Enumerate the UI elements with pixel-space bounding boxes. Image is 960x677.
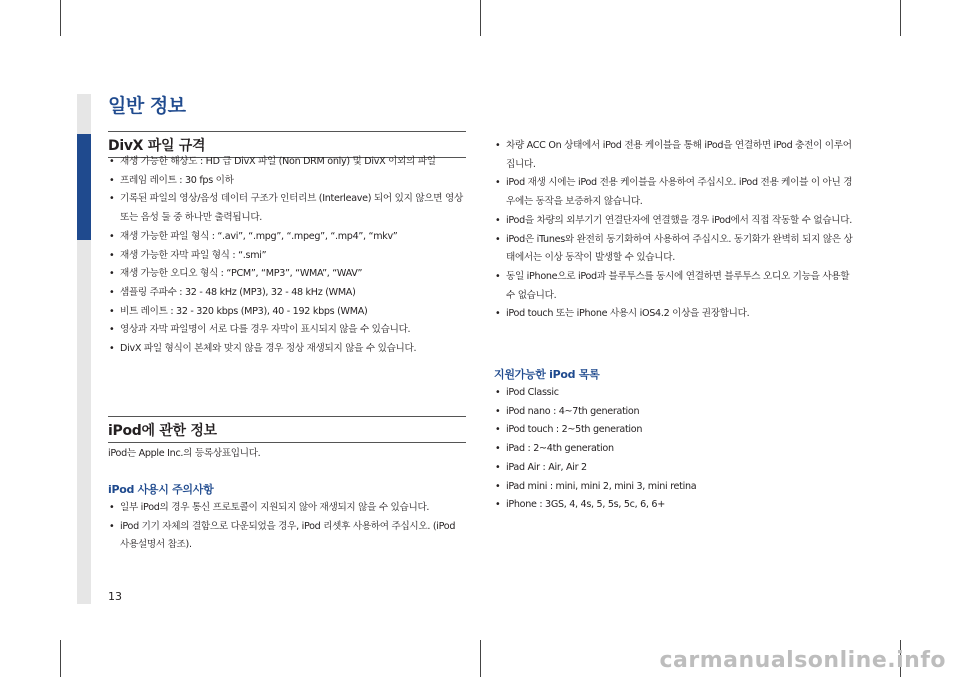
crop-mark xyxy=(60,640,61,677)
list-item: • iPad mini : mini, mini 2, mini 3, mini retina xyxy=(494,478,856,497)
ipod-heading: iPod에 관한 정보 xyxy=(108,416,466,443)
supported-heading: 지원가능한 iPod 목록 xyxy=(494,368,600,381)
list-item: • 동일 iPhone으로 iPod과 블루투스를 동시에 연결하면 블루투스 오디오 기능을 사용할 수 없습니다. xyxy=(494,268,856,305)
list-item: • iPod Classic xyxy=(494,384,856,403)
list-item: • iPod은 iTunes와 완전히 동기화하여 사용하여 주십시오. 동기화가 완벽히 되지 않은 상태에서는 이상 동작이 발생할 수 있습니다. xyxy=(494,231,856,268)
list-item: • DivX 파일 형식이 본체와 맞지 않을 경우 정상 재생되지 않을 수 있습니다. xyxy=(108,340,466,359)
trademark-note: iPod는 Apple Inc.의 등록상표입니다. xyxy=(108,448,261,459)
supported-list xyxy=(494,384,856,515)
divx-list xyxy=(108,153,466,359)
list-item: • 재생 가능한 해상도 : HD 급 DivX 파일 (Non DRM only) 및 DivX 이외의 파일 xyxy=(108,153,466,172)
list-item: • 비트 레이트 : 32 - 320 kbps (MP3), 40 - 192 kbps (WMA) xyxy=(108,303,466,322)
list-item: • iPhone : 3GS, 4, 4s, 5, 5s, 5c, 6, 6+ xyxy=(494,496,856,515)
caution-heading: iPod 사용시 주의사항 xyxy=(108,483,214,496)
list-item: • 일부 iPod의 경우 통신 프로토콜이 지원되지 않아 재생되지 않을 수 있습니다. xyxy=(108,499,466,518)
list-item: • iPod을 차량의 외부기기 연결단자에 연결했을 경우 iPod에서 직접 작동할 수 없습니다. xyxy=(494,212,856,231)
list-item: • 재생 가능한 파일 형식 : “.avi”, “.mpg”, “.mpeg”, “.mp4”, “mkv” xyxy=(108,228,466,247)
chapter-tab xyxy=(77,134,91,240)
caution-list xyxy=(108,499,466,555)
divx-heading: DivX 파일 규격 xyxy=(108,131,466,158)
list-item: • 기록된 파일의 영상/음성 데이터 구조가 인터리브 (Interleave) 되어 있지 않으면 영상 또는 음성 둘 중 하나만 출력됩니다. xyxy=(108,190,466,227)
list-item: • iPod touch : 2~5th generation xyxy=(494,421,856,440)
list-item: • 재생 가능한 자막 파일 형식 : “.smi” xyxy=(108,247,466,266)
ipod-notes-list xyxy=(494,137,856,324)
list-item: • 프레임 레이트 : 30 fps 이하 xyxy=(108,172,466,191)
list-item: • 샘플링 주파수 : 32 - 48 kHz (MP3), 32 - 48 kHz (WMA) xyxy=(108,284,466,303)
crop-mark xyxy=(900,0,901,36)
crop-mark xyxy=(480,0,481,36)
list-item: • iPod 기기 자체의 결함으로 다운되었을 경우, iPod 리셋후 사용하여 주십시오. (iPod 사용설명서 참조). xyxy=(108,518,466,555)
list-item: • 영상과 자막 파일명이 서로 다를 경우 자막이 표시되지 않을 수 있습니다. xyxy=(108,321,466,340)
list-item: • iPod touch 또는 iPhone 사용시 iOS4.2 이상을 권장합니다. xyxy=(494,305,856,324)
chapter-title: 일반 정보 xyxy=(108,95,186,117)
crop-mark xyxy=(60,0,61,36)
list-item: • 차량 ACC On 상태에서 iPod 전용 케이블을 통해 iPod을 연결하면 iPod 충전이 이루어집니다. xyxy=(494,137,856,174)
watermark: carmanualsonline.info xyxy=(659,648,946,673)
list-item: • iPod 재생 시에는 iPod 전용 케이블을 사용하여 주십시오. iPod 전용 케이블 이 아닌 경우에는 동작을 보증하지 않습니다. xyxy=(494,174,856,211)
list-item: • iPod nano : 4~7th generation xyxy=(494,403,856,422)
list-item: • iPad Air : Air, Air 2 xyxy=(494,459,856,478)
page-number: 13 xyxy=(108,590,122,603)
list-item: • iPad : 2~4th generation xyxy=(494,440,856,459)
crop-mark xyxy=(480,640,481,677)
list-item: • 재생 가능한 오디오 형식 : “PCM”, “MP3”, “WMA”, “WAV” xyxy=(108,265,466,284)
